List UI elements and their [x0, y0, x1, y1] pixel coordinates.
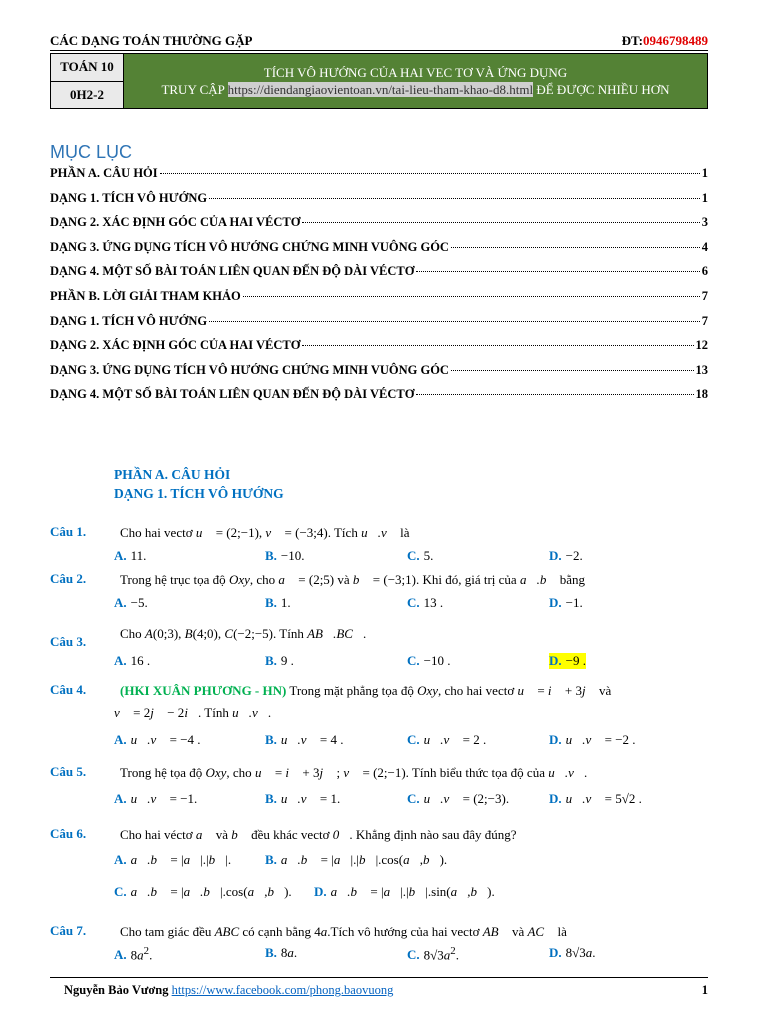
question-text: (HKI XUÂN PHƯƠNG - HN) Trong mặt phẳng tọa độ Oxy, cho hai vectơ u⃗ = i⃗ + 3j⃗ và [120, 683, 612, 698]
question-text: Cho tam giác đều ABC có cạnh bằng 4a.Tích vô hướng của hai vectơ AB⃗ và AC⃗ là [120, 924, 567, 939]
question-4 [50, 682, 708, 748]
option-c[interactable]: C. u⃗.v⃗ = 2 . [407, 732, 487, 747]
option-c[interactable]: C. 13 . [407, 595, 444, 610]
doc-title: TÍCH VÔ HƯỚNG CỦA HAI VEC TƠ VÀ ỨNG DỤNG [263, 65, 568, 80]
access-suffix: ĐỂ ĐƯỢC NHIỀU HƠN [536, 82, 670, 97]
phone-number: 0946798489 [643, 33, 708, 48]
toc-item[interactable]: DẠNG 4. MỘT SỐ BÀI TOÁN LIÊN QUAN ĐẾN ĐỘ DÀI VÉCTƠ 6 [50, 264, 708, 279]
question-label: Câu 7. [50, 923, 87, 938]
question-2 [50, 571, 708, 611]
question-label: Câu 6. [50, 826, 87, 841]
option-d[interactable]: D. a⃗.b⃗ = |a⃗|.|b⃗|.sin(a⃗,b⃗). [314, 884, 495, 899]
author-link[interactable]: https://www.facebook.com/phong.baovuong [171, 983, 394, 997]
toc-item[interactable]: DẠNG 3. ỨNG DỤNG TÍCH VÔ HƯỚNG CHỨNG MINH VUÔNG GÓC 4 [50, 239, 708, 254]
option-b[interactable]: B. 1. [265, 595, 291, 610]
toc-item[interactable]: DẠNG 1. TÍCH VÔ HƯỚNG 7 [50, 313, 708, 328]
toc-item[interactable]: DẠNG 3. ỨNG DỤNG TÍCH VÔ HƯỚNG CHỨNG MINH VUÔNG GÓC 13 [50, 362, 708, 377]
option-a[interactable]: A. u⃗.v⃗ = −1. [114, 791, 198, 806]
question-source: (HKI XUÂN PHƯƠNG - HN) [120, 683, 287, 698]
option-d[interactable]: D. −1. [549, 595, 583, 610]
toc-item[interactable]: DẠNG 1. TÍCH VÔ HƯỚNG 1 [50, 190, 708, 205]
table-of-contents [50, 166, 708, 412]
option-a[interactable]: A. 16 . [114, 653, 151, 668]
toc-item[interactable]: DẠNG 2. XÁC ĐỊNH GÓC CỦA HAI VÉCTƠ 12 [50, 338, 708, 353]
option-c[interactable]: C. a⃗.b⃗ = |a⃗.b⃗|.cos(a⃗,b⃗). [114, 884, 292, 899]
phone-label: ĐT: [621, 33, 643, 48]
toc-heading: MỤC LỤC [50, 142, 133, 162]
option-c[interactable]: C. −10 . [407, 653, 451, 668]
toc-item[interactable]: DẠNG 2. XÁC ĐỊNH GÓC CỦA HAI VÉCTƠ 3 [50, 215, 708, 230]
access-line [124, 81, 707, 98]
option-c[interactable]: C. $8√3a^2$. [407, 945, 459, 963]
access-prefix: TRUY CẬP [161, 82, 225, 97]
question-label: Câu 4. [50, 682, 87, 697]
option-d-correct[interactable]: D. −9 . [549, 653, 586, 668]
part-a-heading: PHẦN A. CÂU HỎI [114, 467, 231, 482]
author-name: Nguyễn Bảo Vương [64, 983, 169, 997]
question-text: Cho hai vectơ u⃗ = (2;−1), v⃗ = (−3;4). Tích u⃗.v⃗ là [120, 525, 410, 540]
page-header [50, 33, 708, 51]
subject-code: TOÁN 10 [51, 54, 124, 82]
question-text: Trong hệ trục tọa độ Oxy, cho a⃗ = (2;5) và b⃗ = (−3;1). Khi đó, giá trị của a⃗.b⃗ bằng [120, 572, 585, 587]
option-d[interactable]: D. u⃗.v⃗ = 5√2 . [549, 791, 642, 806]
form-1-heading: DẠNG 1. TÍCH VÔ HƯỚNG [114, 486, 284, 501]
question-label: Câu 2. [50, 571, 87, 586]
question-3 [50, 625, 708, 669]
series-title: CÁC DẠNG TOÁN THƯỜNG GẶP [50, 33, 253, 48]
question-label: Câu 3. [50, 634, 87, 649]
question-text: Cho A(0;3), B(4;0), C(−2;−5). Tính AB⃗.BC⃗. [120, 626, 367, 641]
toc-item[interactable]: PHẦN B. LỜI GIẢI THAM KHẢO 7 [50, 288, 708, 303]
option-d[interactable]: D. 8√3a. [549, 945, 596, 960]
access-link[interactable]: https://diendangiaovientoan.vn/tai-lieu-tham-khao-d8.html [227, 82, 534, 97]
option-b[interactable]: B. u⃗.v⃗ = 1. [265, 791, 341, 806]
question-label: Câu 1. [50, 524, 87, 539]
option-a[interactable]: A. $8a^2$. [114, 945, 153, 963]
question-label: Câu 5. [50, 764, 87, 779]
option-b[interactable]: B. 8a. [265, 945, 298, 960]
option-b[interactable]: B. u⃗.v⃗ = 4 . [265, 732, 344, 747]
question-text-cont: v⃗ = 2j⃗ − 2i⃗. Tính u⃗.v⃗. [114, 705, 272, 720]
page-footer [64, 983, 393, 998]
page-number: 1 [701, 983, 708, 997]
question-1 [50, 524, 708, 564]
lesson-code: 0H2-2 [51, 81, 124, 109]
option-b[interactable]: B. −10. [265, 548, 305, 563]
question-5 [50, 764, 708, 808]
option-c[interactable]: C. u⃗.v⃗ = (2;−3). [407, 791, 510, 806]
option-c[interactable]: C. 5. [407, 548, 434, 563]
option-a[interactable]: A. 11. [114, 548, 147, 563]
option-b[interactable]: B. a⃗.b⃗ = |a⃗|.|b⃗|.cos(a⃗,b⃗). [265, 852, 448, 867]
option-a[interactable]: A. u⃗.v⃗ = −4 . [114, 732, 201, 747]
option-d[interactable]: D. −2. [549, 548, 583, 563]
toc-item[interactable]: DẠNG 4. MỘT SỐ BÀI TOÁN LIÊN QUAN ĐẾN ĐỘ DÀI VÉCTƠ 18 [50, 387, 708, 402]
footer-rule [50, 977, 708, 978]
question-text: Trong hệ tọa độ Oxy, cho u⃗ = i⃗ + 3j⃗ ; v⃗ = (2;−1). Tính biểu thức tọa độ của u⃗.v⃗. [120, 765, 588, 780]
question-7 [50, 923, 708, 963]
title-box [50, 53, 708, 109]
option-a[interactable]: A. a⃗.b⃗ = |a⃗|.|b⃗|. [114, 852, 232, 867]
toc-item[interactable]: PHẦN A. CÂU HỎI 1 [50, 166, 708, 180]
option-b[interactable]: B. 9 . [265, 653, 294, 668]
option-a[interactable]: A. −5. [114, 595, 148, 610]
question-6 [50, 826, 708, 906]
option-d[interactable]: D. u⃗.v⃗ = −2 . [549, 732, 636, 747]
doc-title-cell [124, 54, 708, 109]
phone-info [622, 33, 708, 49]
question-text: Cho hai véctơ a⃗ và b⃗ đều khác vectơ 0⃗. Khẳng định nào sau đây đúng? [120, 827, 517, 842]
header-rule [50, 50, 708, 51]
